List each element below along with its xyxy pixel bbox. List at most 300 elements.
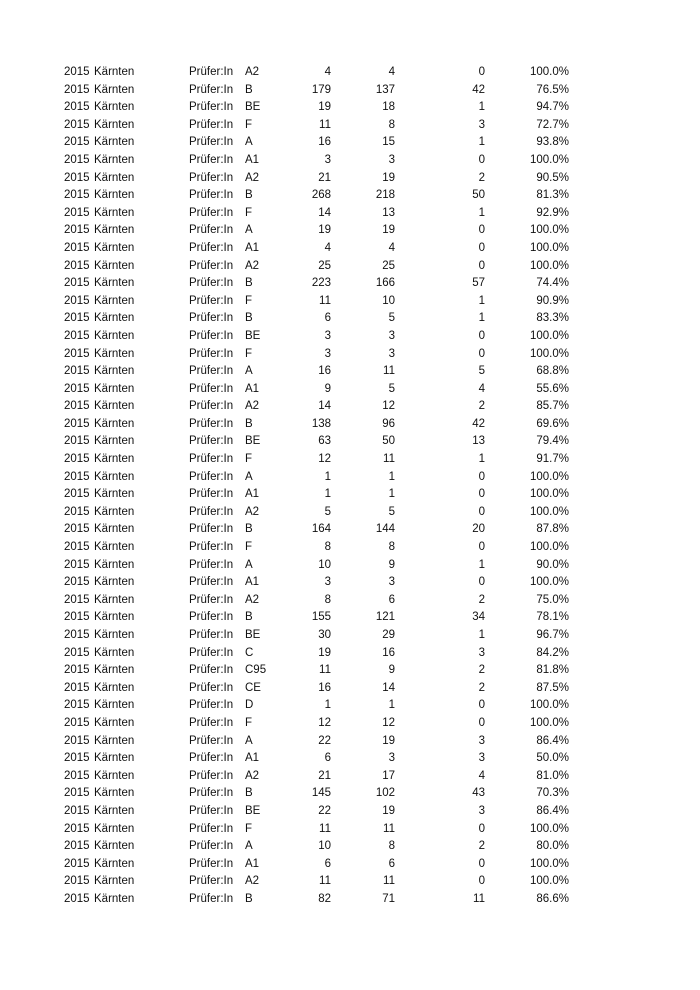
state-cell: Kärnten: [94, 787, 135, 800]
table-row: [64, 363, 569, 381]
failed-cell: 3: [478, 118, 485, 131]
failed-cell: 3: [478, 734, 485, 747]
examiner-cell: Prüfer:In: [189, 224, 234, 237]
examiner-cell: Prüfer:In: [189, 101, 234, 114]
rate-cell: 100.0%: [529, 470, 569, 483]
passed-cell: 5: [388, 312, 395, 325]
failed-cell: 1: [478, 453, 485, 466]
rate-cell: 86.4%: [536, 804, 569, 817]
passed-cell: 1: [388, 470, 395, 483]
year-cell: 2015: [64, 611, 90, 624]
year-cell: 2015: [64, 892, 90, 905]
total-cell: 21: [318, 769, 331, 782]
total-cell: 22: [318, 734, 331, 747]
year-cell: 2015: [64, 329, 90, 342]
rate-cell: 100.0%: [529, 822, 569, 835]
class-cell: BE: [245, 329, 261, 342]
rate-cell: 100.0%: [529, 716, 569, 729]
total-cell: 9: [324, 382, 331, 395]
year-cell: 2015: [64, 453, 90, 466]
passed-cell: 11: [383, 875, 395, 888]
passed-cell: 166: [375, 277, 395, 290]
class-cell: A2: [245, 259, 260, 272]
examiner-cell: Prüfer:In: [189, 523, 234, 536]
total-cell: 138: [311, 417, 331, 430]
total-cell: 3: [324, 347, 331, 360]
state-cell: Kärnten: [94, 189, 135, 202]
table-row: [64, 275, 569, 293]
rate-cell: 96.7%: [536, 629, 569, 641]
rate-cell: 70.3%: [536, 787, 569, 800]
rate-cell: 100.0%: [529, 224, 569, 237]
examiner-cell: Prüfer:In: [189, 857, 234, 870]
table-row: [64, 645, 569, 663]
examiner-cell: Prüfer:In: [189, 136, 234, 149]
rate-cell: 78.1%: [536, 611, 569, 624]
year-cell: 2015: [64, 312, 90, 325]
total-cell: 12: [318, 716, 331, 729]
class-cell: A1: [245, 488, 260, 501]
table-row: [64, 222, 569, 240]
passed-cell: 50: [382, 435, 395, 448]
examiner-cell: Prüfer:In: [189, 787, 234, 800]
examiner-cell: Prüfer:In: [189, 840, 234, 853]
rate-cell: 72.7%: [536, 118, 569, 131]
state-cell: Kärnten: [94, 752, 135, 765]
total-cell: 10: [318, 840, 331, 853]
state-cell: Kärnten: [94, 875, 135, 888]
rate-cell: 68.8%: [536, 365, 569, 378]
examiner-cell: Prüfer:In: [189, 470, 234, 483]
table-body: [64, 64, 569, 909]
examiner-cell: Prüfer:In: [189, 752, 234, 765]
rate-cell: 100.0%: [529, 241, 569, 254]
class-cell: F: [245, 541, 253, 554]
state-cell: Kärnten: [94, 664, 135, 677]
year-cell: 2015: [64, 189, 90, 202]
state-cell: Kärnten: [94, 593, 135, 606]
rate-cell: 86.6%: [536, 892, 569, 905]
examiner-cell: Prüfer:In: [189, 611, 234, 624]
state-cell: Kärnten: [94, 699, 135, 712]
table-row: [64, 346, 569, 364]
rate-cell: 100.0%: [529, 541, 569, 554]
rate-cell: 86.4%: [536, 734, 569, 747]
year-cell: 2015: [64, 83, 90, 96]
total-cell: 30: [318, 629, 331, 641]
year-cell: 2015: [64, 787, 90, 800]
failed-cell: 0: [478, 241, 485, 254]
passed-cell: 1: [388, 488, 395, 501]
state-cell: Kärnten: [94, 804, 135, 817]
class-cell: F: [245, 294, 253, 307]
passed-cell: 4: [388, 241, 395, 254]
passed-cell: 11: [383, 365, 395, 378]
table-row: [64, 240, 569, 258]
year-cell: 2015: [64, 664, 90, 677]
year-cell: 2015: [64, 488, 90, 501]
class-cell: BE: [245, 804, 261, 817]
class-cell: A2: [245, 769, 260, 782]
total-cell: 11: [319, 822, 331, 835]
table-row: [64, 398, 569, 416]
table-row: [64, 187, 569, 205]
rate-cell: 94.7%: [536, 101, 569, 114]
table-row: [64, 803, 569, 821]
examiner-cell: Prüfer:In: [189, 734, 234, 747]
total-cell: 21: [318, 171, 331, 184]
table-row: [64, 205, 569, 223]
rate-cell: 83.3%: [536, 312, 569, 325]
state-cell: Kärnten: [94, 83, 135, 96]
table-row: [64, 99, 569, 117]
passed-cell: 10: [382, 294, 395, 307]
state-cell: Kärnten: [94, 629, 135, 641]
passed-cell: 19: [382, 804, 395, 817]
year-cell: 2015: [64, 206, 90, 219]
passed-cell: 11: [383, 822, 395, 835]
examiner-cell: Prüfer:In: [189, 892, 234, 905]
class-cell: B: [245, 787, 253, 800]
failed-cell: 0: [478, 716, 485, 729]
total-cell: 3: [324, 153, 331, 166]
total-cell: 164: [311, 523, 331, 536]
state-cell: Kärnten: [94, 66, 135, 78]
examiner-cell: Prüfer:In: [189, 294, 234, 307]
total-cell: 11: [319, 294, 331, 307]
examiner-cell: Prüfer:In: [189, 699, 234, 712]
table-row: [64, 469, 569, 487]
table-row: [64, 574, 569, 592]
table-row: [64, 697, 569, 715]
year-cell: 2015: [64, 101, 90, 114]
rate-cell: 76.5%: [536, 83, 569, 96]
passed-cell: 12: [382, 400, 395, 413]
examiner-cell: Prüfer:In: [189, 875, 234, 888]
year-cell: 2015: [64, 171, 90, 184]
rate-cell: 84.2%: [536, 646, 569, 659]
year-cell: 2015: [64, 523, 90, 536]
class-cell: A1: [245, 153, 260, 166]
total-cell: 19: [318, 224, 331, 237]
failed-cell: 0: [478, 488, 485, 501]
passed-cell: 5: [388, 382, 395, 395]
passed-cell: 3: [388, 752, 395, 765]
total-cell: 1: [324, 699, 331, 712]
examiner-cell: Prüfer:In: [189, 400, 234, 413]
passed-cell: 8: [388, 541, 395, 554]
total-cell: 6: [324, 857, 331, 870]
rate-cell: 50.0%: [536, 752, 569, 765]
failed-cell: 20: [472, 523, 485, 536]
total-cell: 179: [311, 83, 331, 96]
rate-cell: 92.9%: [536, 206, 569, 219]
total-cell: 6: [324, 752, 331, 765]
failed-cell: 42: [472, 417, 485, 430]
class-cell: C95: [245, 664, 267, 677]
examiner-cell: Prüfer:In: [189, 541, 234, 554]
passed-cell: 29: [382, 629, 395, 641]
failed-cell: 2: [478, 171, 485, 184]
year-cell: 2015: [64, 857, 90, 870]
class-cell: F: [245, 716, 253, 729]
rate-cell: 100.0%: [529, 875, 569, 888]
table-row: [64, 293, 569, 311]
examiner-cell: Prüfer:In: [189, 505, 234, 518]
examiner-cell: Prüfer:In: [189, 83, 234, 96]
examiner-cell: Prüfer:In: [189, 629, 234, 641]
class-cell: D: [245, 699, 254, 712]
table-row: [64, 416, 569, 434]
total-cell: 11: [319, 664, 331, 677]
rate-cell: 100.0%: [529, 66, 569, 78]
state-cell: Kärnten: [94, 470, 135, 483]
class-cell: A2: [245, 171, 260, 184]
failed-cell: 0: [478, 347, 485, 360]
passed-cell: 9: [388, 664, 395, 677]
state-cell: Kärnten: [94, 118, 135, 131]
examiner-cell: Prüfer:In: [189, 804, 234, 817]
state-cell: Kärnten: [94, 488, 135, 501]
total-cell: 11: [319, 118, 331, 131]
table-row: [64, 486, 569, 504]
table-row: [64, 680, 569, 698]
year-cell: 2015: [64, 804, 90, 817]
rate-cell: 81.0%: [536, 769, 569, 782]
examiner-cell: Prüfer:In: [189, 118, 234, 131]
total-cell: 11: [319, 875, 331, 888]
table-row: [64, 258, 569, 276]
table-row: [64, 134, 569, 152]
state-cell: Kärnten: [94, 365, 135, 378]
state-cell: Kärnten: [94, 453, 135, 466]
examiner-cell: Prüfer:In: [189, 822, 234, 835]
class-cell: B: [245, 417, 253, 430]
state-cell: Kärnten: [94, 101, 135, 114]
year-cell: 2015: [64, 294, 90, 307]
total-cell: 16: [318, 136, 331, 149]
year-cell: 2015: [64, 347, 90, 360]
state-cell: Kärnten: [94, 417, 135, 430]
passed-cell: 71: [382, 892, 395, 905]
failed-cell: 42: [472, 83, 485, 96]
state-cell: Kärnten: [94, 505, 135, 518]
rate-cell: 100.0%: [529, 857, 569, 870]
failed-cell: 1: [478, 101, 485, 114]
total-cell: 1: [324, 470, 331, 483]
year-cell: 2015: [64, 118, 90, 131]
year-cell: 2015: [64, 558, 90, 571]
state-cell: Kärnten: [94, 136, 135, 149]
failed-cell: 4: [478, 769, 485, 782]
table-row: [64, 64, 569, 82]
failed-cell: 0: [478, 470, 485, 483]
total-cell: 12: [318, 453, 331, 466]
failed-cell: 43: [472, 787, 485, 800]
table-row: [64, 310, 569, 328]
class-cell: F: [245, 453, 253, 466]
passed-cell: 8: [388, 118, 395, 131]
failed-cell: 0: [478, 153, 485, 166]
table-row: [64, 557, 569, 575]
table-row: [64, 750, 569, 768]
table-row: [64, 609, 569, 627]
total-cell: 5: [324, 505, 331, 518]
year-cell: 2015: [64, 769, 90, 782]
year-cell: 2015: [64, 417, 90, 430]
table-row: [64, 873, 569, 891]
examiner-cell: Prüfer:In: [189, 241, 234, 254]
class-cell: C: [245, 646, 254, 659]
examiner-cell: Prüfer:In: [189, 435, 234, 448]
failed-cell: 0: [478, 576, 485, 589]
total-cell: 19: [318, 646, 331, 659]
class-cell: CE: [245, 681, 261, 694]
class-cell: F: [245, 822, 253, 835]
examiner-cell: Prüfer:In: [189, 646, 234, 659]
state-cell: Kärnten: [94, 769, 135, 782]
failed-cell: 0: [478, 699, 485, 712]
rate-cell: 80.0%: [536, 840, 569, 853]
class-cell: A2: [245, 505, 260, 518]
table-row: [64, 592, 569, 610]
table-row: [64, 451, 569, 469]
table-row: [64, 539, 569, 557]
examiner-cell: Prüfer:In: [189, 716, 234, 729]
examiner-cell: Prüfer:In: [189, 365, 234, 378]
rate-cell: 100.0%: [529, 329, 569, 342]
class-cell: B: [245, 83, 253, 96]
year-cell: 2015: [64, 153, 90, 166]
table-row: [64, 768, 569, 786]
rate-cell: 100.0%: [529, 259, 569, 272]
state-cell: Kärnten: [94, 382, 135, 395]
class-cell: B: [245, 189, 253, 202]
passed-cell: 102: [375, 787, 395, 800]
examiner-cell: Prüfer:In: [189, 259, 234, 272]
year-cell: 2015: [64, 752, 90, 765]
rate-cell: 69.6%: [536, 417, 569, 430]
total-cell: 82: [318, 892, 331, 905]
passed-cell: 17: [382, 769, 395, 782]
rate-cell: 81.3%: [536, 189, 569, 202]
total-cell: 14: [318, 206, 331, 219]
total-cell: 16: [318, 681, 331, 694]
failed-cell: 0: [478, 541, 485, 554]
examiner-cell: Prüfer:In: [189, 453, 234, 466]
state-cell: Kärnten: [94, 840, 135, 853]
failed-cell: 1: [478, 294, 485, 307]
state-cell: Kärnten: [94, 171, 135, 184]
passed-cell: 144: [375, 523, 395, 536]
state-cell: Kärnten: [94, 224, 135, 237]
table-row: [64, 785, 569, 803]
class-cell: A1: [245, 382, 260, 395]
class-cell: B: [245, 277, 253, 290]
class-cell: A2: [245, 593, 260, 606]
state-cell: Kärnten: [94, 259, 135, 272]
state-cell: Kärnten: [94, 716, 135, 729]
examiner-cell: Prüfer:In: [189, 171, 234, 184]
year-cell: 2015: [64, 241, 90, 254]
class-cell: A2: [245, 66, 260, 78]
failed-cell: 2: [478, 840, 485, 853]
examiner-cell: Prüfer:In: [189, 664, 234, 677]
failed-cell: 3: [478, 646, 485, 659]
data-table: [64, 64, 569, 909]
state-cell: Kärnten: [94, 241, 135, 254]
year-cell: 2015: [64, 875, 90, 888]
passed-cell: 121: [375, 611, 395, 624]
total-cell: 4: [324, 241, 331, 254]
passed-cell: 6: [388, 593, 395, 606]
passed-cell: 11: [383, 453, 395, 466]
failed-cell: 0: [478, 259, 485, 272]
rate-cell: 75.0%: [536, 593, 569, 606]
passed-cell: 25: [382, 259, 395, 272]
examiner-cell: Prüfer:In: [189, 681, 234, 694]
class-cell: A1: [245, 241, 260, 254]
rate-cell: 90.0%: [536, 558, 569, 571]
rate-cell: 100.0%: [529, 505, 569, 518]
passed-cell: 18: [382, 101, 395, 114]
passed-cell: 12: [382, 716, 395, 729]
failed-cell: 2: [478, 681, 485, 694]
total-cell: 145: [311, 787, 331, 800]
total-cell: 155: [311, 611, 331, 624]
examiner-cell: Prüfer:In: [189, 382, 234, 395]
failed-cell: 0: [478, 224, 485, 237]
total-cell: 1: [324, 488, 331, 501]
class-cell: A2: [245, 400, 260, 413]
examiner-cell: Prüfer:In: [189, 277, 234, 290]
state-cell: Kärnten: [94, 294, 135, 307]
passed-cell: 3: [388, 576, 395, 589]
failed-cell: 1: [478, 136, 485, 149]
class-cell: F: [245, 206, 253, 219]
class-cell: F: [245, 347, 253, 360]
rate-cell: 90.5%: [536, 171, 569, 184]
failed-cell: 2: [478, 400, 485, 413]
class-cell: A1: [245, 576, 260, 589]
table-row: [64, 715, 569, 733]
table-row: [64, 381, 569, 399]
state-cell: Kärnten: [94, 611, 135, 624]
total-cell: 3: [324, 576, 331, 589]
total-cell: 8: [324, 541, 331, 554]
failed-cell: 1: [478, 206, 485, 219]
table-row: [64, 504, 569, 522]
rate-cell: 87.8%: [536, 523, 569, 536]
failed-cell: 50: [472, 189, 485, 202]
state-cell: Kärnten: [94, 277, 135, 290]
failed-cell: 2: [478, 664, 485, 677]
class-cell: A: [245, 224, 253, 237]
state-cell: Kärnten: [94, 435, 135, 448]
class-cell: BE: [245, 435, 261, 448]
table-row: [64, 170, 569, 188]
passed-cell: 19: [382, 171, 395, 184]
state-cell: Kärnten: [94, 329, 135, 342]
year-cell: 2015: [64, 576, 90, 589]
failed-cell: 3: [478, 804, 485, 817]
class-cell: A2: [245, 875, 260, 888]
examiner-cell: Prüfer:In: [189, 153, 234, 166]
class-cell: B: [245, 892, 253, 905]
rate-cell: 100.0%: [529, 488, 569, 501]
examiner-cell: Prüfer:In: [189, 488, 234, 501]
passed-cell: 4: [388, 66, 395, 78]
